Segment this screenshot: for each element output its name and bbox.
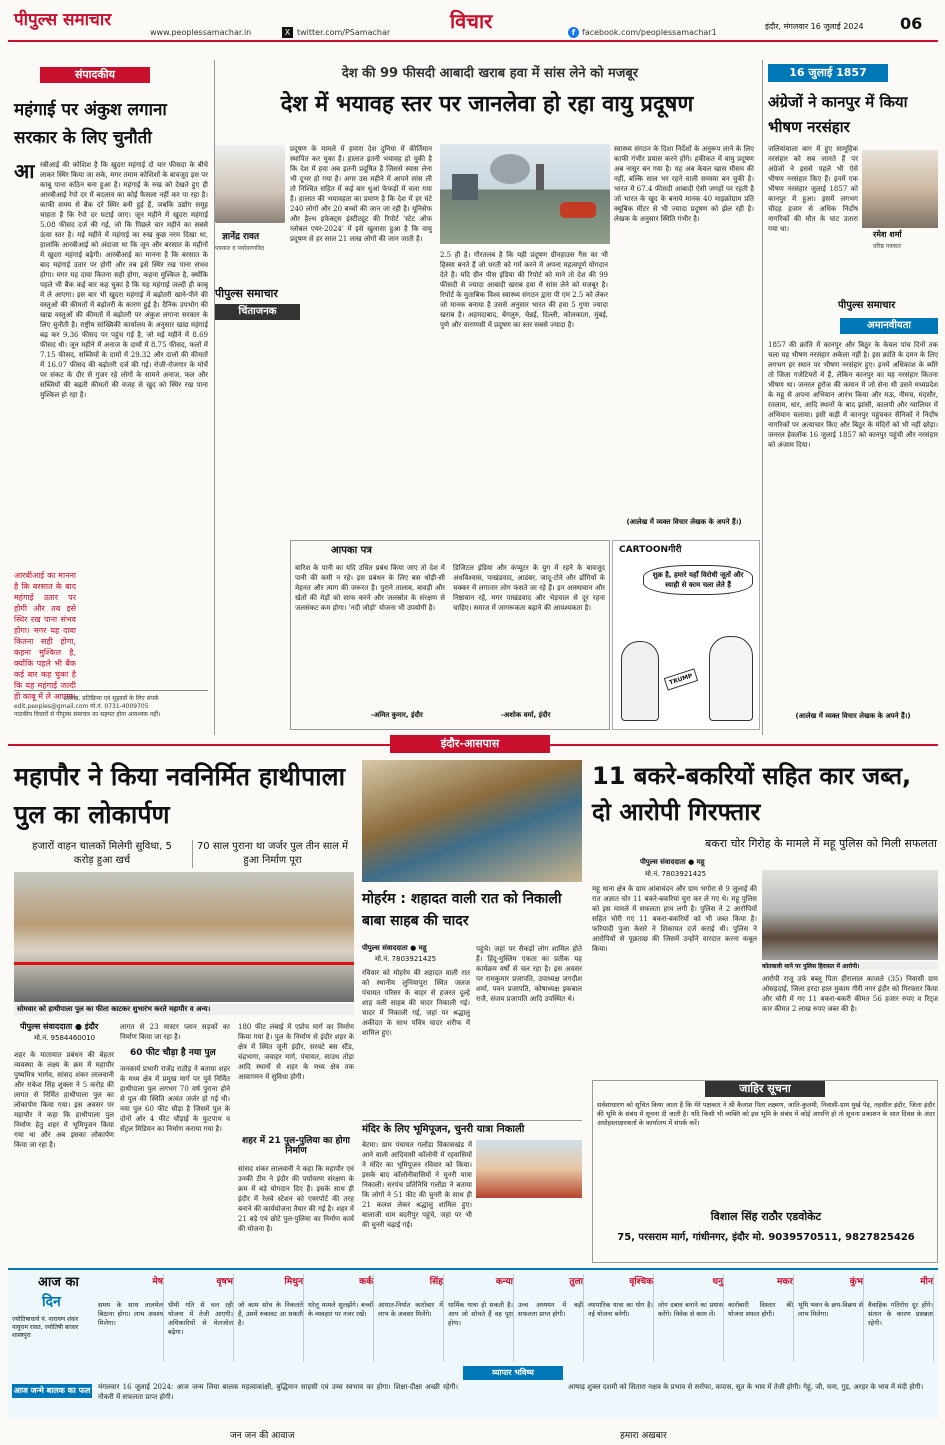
- horoscope-jyotish: ज्योतिषाचार्य पं. नारायण शंकर नायुराम रावत, ज्योतिषी बाजार शास्त्रपुरा: [12, 1316, 79, 1339]
- editorial-body: रबीआई की कोशिश है कि खुदरा महंगाई दो चार फीसदा के बीचे लाकर स्थिर किया जा सके, मगर तमाम कोशिशों के बावजूद इस पर काबू पाना कठिन बना हुआ है। महंगाई के रुख को देखते हुए ही आरबीआई रेपो दर में बदलाव का कोई फैसला नहीं कर पा रहा है। काफी समय से बैंक दरें स्थिर बनी हुई हैं, जबकि उद्योग समूह चाहता है कि रेपो दर घटाई जाए। जून महीने में खुदरा महंगाई 5.08 फीसद दर्ज की गई, जो कि पिछले चार महीने का सबसे ऊंचा स्तर है। मई महीने में महंगाई का रुख कुछ नरम दिखा था, हालांकि आरबीआई को अंदाजा था कि जून और बरसात के महीनों में खुदरा महंगाई बढ़ेगी। आरबीआई का मानना है कि बरसात के बाद महंगाई उतार पर होगी और तब इसे स्थिर रख पाना संभव होगा। मगर यह दावा कितना सही होगा, कहना मुश्किल है, क्योंकि पहले भी बैंक कई बार कह चुका है कि यह महंगाई जल्दी ही काबू में ले आएगा। इस बार भी खुदरा महंगाई में बढ़ोतरी खाने-पीने की वस्तुओं की कीमतों में बढ़ोतरी के कारण हुई है। दैनिक उपभोग की खाद्य वस्तुओं की कीमतों में बढ़ोतरी पर अंकुश लगाना सरकार के लिए चुनौती है। राष्ट्रीय सांख्यिकी कार्यालय के अनुसार खाद्य महंगाई बढ़ कर 9.36 फीसद पर पहुंच गई है, जो मई महीने में 8.69 फीसद थी। जून महीने में अनाज के दामों में 8.75 फीसद, फलों में 7.15 फीसद, सब्जियों के दामों में 29.32 और दालों की कीमतों में 16.07 फीसद की बढ़ोतरी दर्ज की गई। रोजी-रोजगार के मोर्चे पर संकट के दौर से गुजर रहे लोगों के सामने अनाज, फल और सब्जियों की बढ़ती कीमतों की वजह से खुद को स्थिर रख पाना मुश्किल हो रहा है।: [40, 161, 208, 399]
- goats-body2: आरोपी राजू उर्फ बब्लू पिता हीरालाल काजले (35) निवासी ग्राम ओसहदाई, जिला हरदा हाल मुकाम गीरी नगर इंदौर को गिरफ्तार किया और चोरी में गए 11 बकरा-बकरी कीमत 56 हजार रुपए व रिट्ज कार कीमत 2 लाख रुपए जब्त की है।: [762, 975, 938, 1013]
- horoscope-sign-name: वृश्चिक: [629, 1277, 653, 1287]
- aaj-janme-label: आज जन्मे बालक का फल: [12, 1384, 92, 1398]
- ad-address: 75, परसराम मार्ग, गांधीनगर, इंदौर मो. 9039570511, 9827825426: [617, 1232, 915, 1243]
- politician-right: [709, 636, 753, 721]
- lead-column-name: चिंताजनक: [215, 304, 300, 320]
- horoscope-aaj: आज का: [38, 1275, 79, 1290]
- muharram-photo: [362, 760, 582, 882]
- ad-title: जाहिर सूचना: [705, 1081, 825, 1097]
- horoscope-sign-name: धनु: [712, 1277, 723, 1287]
- facebook-link[interactable]: facebook.com/peoplessamachar1: [582, 28, 717, 37]
- bridge-mobile: मो.नं. 9584460010: [34, 1034, 96, 1042]
- horoscope-sign-text: उच्च अध्ययन में बड़ी सफलता प्राप्त होगी।: [518, 1301, 583, 1318]
- horoscope-sign-name: कुंभ: [849, 1277, 863, 1287]
- bridge-deck-2: 70 साल पुराना था जर्जर पुल तीन साल में हुआ निर्माण पूरा: [192, 840, 352, 868]
- horoscope-sign-name: मकर: [777, 1277, 793, 1287]
- ad-box: [592, 1080, 938, 1263]
- horoscope-sign: [658, 1274, 724, 1362]
- horoscope-sign-name: मीन: [920, 1277, 933, 1287]
- horoscope-din: दिन: [42, 1294, 61, 1310]
- editorial-footer-note: पाठकीय विचारों से पीपुल्स समाचार का सहमत होना आवश्यक नहीं।: [14, 711, 161, 718]
- history-column-brand: पीपुल्स समाचार: [838, 300, 896, 311]
- history-body-top: जलियांवाला बाग में हुए सामूहिक नरसंहार को सब जानते हैं पर अंग्रेजों ने इससे पहले भी ऐसे भीषण नरसंहार किए हैं। इनमें एक भीषण नरसंहार जुलाई 1857 को कानपुर में हुआ। इसमें लगभग चौदह हजार से अधिक निर्दोष नागरिकों की मौत के घाट उतारा गया था।: [768, 145, 858, 233]
- horoscope-sign-name: मिथुन: [284, 1277, 303, 1287]
- horoscope-sign-text: लोग दबाव बनाने का प्रयास करेंगे। विवेक से काम लें।: [658, 1301, 723, 1318]
- horoscope-panel: [8, 1268, 938, 1418]
- horoscope-sign: [518, 1274, 584, 1362]
- horoscope-sign-name: तुला: [569, 1277, 583, 1287]
- footer-right: हमारा अखबार: [620, 1431, 667, 1441]
- politician-left: [621, 641, 659, 721]
- muharram-col1: रविवार को मोहर्रम की शहादत वाली रात को स्थानीय लुनियापुरा स्थित जलज पंचायत परिसर के बाहर से हजरत दूल्हे शाह वली साहब की चादर निकाली गई। चादर में निकाली गई, जहां पर श्रद्धालु अकीदत के साथ पवित्र चादर शरीफ में शामिल हुए।: [362, 969, 470, 1037]
- horoscope-sign: [868, 1274, 934, 1362]
- horoscope-sign-text: जो काम सोच के निकलते हैं, उसमें रुकावट आ सकती है।: [238, 1301, 303, 1327]
- ad-name: विशाल सिंह राठौर एडवोकेट: [710, 1210, 822, 1223]
- horoscope-sign-text: वैवाहिक गतिरोध दूर होंगे। संतान के कारण प्रसन्नता रहेगी।: [868, 1301, 933, 1327]
- masthead: [0, 0, 945, 40]
- bridge-title: महापौर ने किया नवनिर्मित हाथीपाला पुल का लोकार्पण: [14, 762, 346, 829]
- vyapar-label: व्यापार भविष्य: [463, 1366, 563, 1380]
- letter-2: डिजिटल इंडिया और कंप्यूटर के युग में रहने के बावजूद अंधविश्वास, पाखंडवाद, आडंबर, जादू-टोने और ढोंगियों के चक्कर में लगातार लोग फंसते जा रहे हैं। इन आस्थावान और निष्ठावान रहें, मगर पाखंडवाद और भेड़चाल से दूर रहना चाहिए। समाज में जागरूकता बढ़ाने की आवश्यकता है।: [453, 564, 605, 612]
- letter-2-sign: -अशोक वर्मा, इंदौर: [501, 711, 551, 719]
- horoscope-sign: [378, 1274, 444, 1362]
- horoscope-sign: [98, 1274, 164, 1362]
- goats-deck: बकरा चोर गिरोह के मामले में महू पुलिस को मिली सफलता: [704, 837, 937, 850]
- facebook-icon: f: [568, 27, 579, 38]
- muharram-byline: पीपुल्स संवाददाता ● महू: [362, 944, 427, 952]
- horoscope-sign-name: सिंह: [429, 1277, 443, 1287]
- bridge-col1: शहर के यातायात प्रबंधन की बेहतर व्यवस्था के लक्ष्य के क्रम में महापौर पुष्यमित्र भार्गव, सांसद शंकर लालवानी और राकेश सिंह शुक्ला ने 5 करोड़ की लागत से निर्मित हाथीपाला पुल का लोकार्पण किया गया। इस अवसर पर महापौर ने कहा कि हाथीपाला पुल निर्माण हेतु शहर में भूमिपूजन किया गया था और अब इसका लोकार्पण किया जा रहा है।: [14, 1051, 114, 1149]
- bridge-col3b: सांसद शंकर लालवानी ने कहा कि महापौर एवं उनकी टीम ने इंदौर की पर्यावरण संरक्षण के क्रम में बड़े योगदान दिए हैं। इसके साथ ही इंदौर में रेलवे स्टेशन को एयरपोर्ट की तरह बनाने की कार्ययोजना तैयार की गई है। शहर में 21 बड़े एवं छोटे पुल-पुलिया का निर्माण कार्य की योजना है।: [238, 1165, 354, 1233]
- goats-photo: [762, 870, 938, 960]
- factory-icon: [452, 174, 478, 200]
- cartoon-box: [612, 540, 760, 730]
- editorial-footer-label: आलेख, प्रतिक्रिया एवं सुझावों के लिए संपर्क: [63, 695, 159, 702]
- bridge-deck-1: हजारों वाहन चालकों मिलेगी सुविधा, 5 करोड़ हुआ खर्च: [32, 841, 172, 866]
- history-date: 16 जुलाई 1857: [768, 64, 888, 82]
- page-number: 06: [900, 14, 923, 33]
- ad-body: सर्वसाधारण को सूचित किया जाता है कि मेरे पक्षकार ने श्री कैलाश पिता लक्ष्मण, जाति-कुलमी, निवासी-ग्राम मुर्ख पेड़, तहसील इंदौर, जिला इंदौर की भूमि के संबंध में सूचना दी जाती है। यदि किसी भी व्यक्ति को इस भूमि के संबंध में कोई आपत्ति हो तो सूचना प्रकाशन के सात दिवस के अंदर अधोहस्ताक्षरकर्ता के कार्यालय में संपर्क करें।: [597, 1101, 935, 1127]
- horoscope-sign: [168, 1274, 234, 1362]
- lead-col3: स्वास्थ्य संगठन के दिशा निर्देशों के अनुरूप लाने के लिए काफी गंभीर प्रयास करने होंगे। हकीकत में वायु प्रदूषण अब नासूर बन गया है। यह अब केवल खास मौसम की नहीं, बल्कि साल भर रहने वाली समस्या बन चुकी है। भारत में 67.4 फीसदी आबादी ऐसी जगहों पर रहती है जो भारत के खुद के बनाये मानक 40 माइक्रोग्राम प्रति क्यूबिक मीटर से भी ज्यादा प्रदूषण को झेल रही है। लेखक के अनुसार स्थिति गंभीर है।: [614, 145, 754, 223]
- editorial-footer: [14, 690, 208, 718]
- lead-col2: 2.5 ही है। गौरतलब है कि यही प्रदूषण ग्रीनहाउस गैस का भी हिस्सा बनते हैं जो धरती को गर्म करने में अपना महत्वपूर्ण योगदान देते हैं। यदि ग्रीन पीस इंडिया की रिपोर्ट को माने तो देश की 99 फीसदी से ज्यादा आबादी खराब हवा में सांस लेने को मजबूर है। रिपोर्ट के मुताबिक विश्व स्वास्थ्य संगठन द्वारा पी एम 2.5 को लेकर जो मानक बनाया है उससे अनुसार भारत की हवा 5 गुणा ज्यादा खराब है। अहमदाबाद, बेंगलुरु, चेन्नई, दिल्ली, कोलकाता, मुंबई, पुणे और वाराणसी में प्रदूषण का स्तर सबसे ज्यादा है।: [440, 251, 608, 329]
- lead-column-brand: पीपुल्स समाचार: [215, 287, 278, 300]
- temple-photo: [476, 1140, 582, 1198]
- smoke-icon: [490, 154, 530, 184]
- cartoon-bubble: शुक्र है, हमारे यहाँ विरोधी जूतों और स्याही से काम चला लेते हैं: [643, 565, 753, 595]
- history-column-name: अमानवीयता: [840, 318, 938, 334]
- chimney-icon: [536, 164, 544, 190]
- horoscope-sign: [798, 1274, 864, 1362]
- editorial-dropcap: आ: [14, 159, 35, 183]
- lead-title: देश में भयावह स्तर पर जानलेवा हो रहा वायु प्रदूषण: [280, 92, 694, 117]
- horoscope-sign-text: कारोबारी विस्तार की योजना सफल होगी।: [728, 1301, 793, 1318]
- muharram-mobile: मो.नं. 7803921425: [375, 955, 437, 963]
- editorial-label: संपादकीय: [40, 67, 150, 83]
- editorial-footer-email[interactable]: edit.peoples@gmail.com मो.नं. 0731-4009705: [14, 703, 149, 710]
- pollution-illustration: [440, 144, 610, 244]
- letter-1-sign: -अमित कुमार, इंदौर: [371, 711, 423, 719]
- letters-box: [290, 540, 610, 730]
- letters-title: आपका पत्र: [331, 545, 372, 556]
- horoscope-sign-name: मेष: [152, 1277, 163, 1287]
- ribbon: [14, 962, 354, 965]
- horoscope-sign-text: आयात-निर्यात कारोबार में लाभ के अवसर मिलेंगे।: [378, 1301, 443, 1318]
- column-rule-right: [762, 60, 763, 735]
- horoscope-sign-text: धीमी गति से चल रही योजना में तेजी आएगी। अधिकारियों से मेलजोल बढ़ेगा।: [168, 1301, 233, 1336]
- x-icon: X: [282, 27, 293, 38]
- goats-title: 11 बकरे-बकरियों सहित कार जब्त, दो आरोपी गिरफ्तार: [592, 762, 912, 826]
- lead-kicker: देश की 99 फीसदी आबादी खराब हवा में सांस लेने को मजबूर: [341, 66, 639, 81]
- lead-author-role: पत्रकार व पर्यावरणविद: [215, 245, 265, 252]
- goats-byline: पीपुल्स संवाददाता ● महू: [640, 858, 705, 866]
- bridge-col3-head: शहर में 21 पुल-पुलिया का होगा निर्माण: [242, 1136, 350, 1157]
- temple-body: बेटमा। ग्राम पंचायत गलोंडा विकासखंड में आने वाली आदिवासी कॉलोनी में रहवासियों ने मंदिर का भूमिपूजन रविवार को किया। इसके बाद कॉलोनीवासियों ने चुनरी यात्रा निकाली। सरपंच प्रतिनिधि गलोंडा ने बताया कि लोगों ने 51 फीट की चुनरी के साथ ही 21 कलश लेकर श्रद्धालु शामिल हुए। बालाजी धाम बदरीपुर पहुंचे, जहां पर भी की चुनरी चढ़ाई गई।: [362, 1141, 472, 1229]
- horoscope-sign: [448, 1274, 514, 1362]
- dateline: इंदौर, मंगलवार 16 जुलाई 2024: [765, 22, 864, 31]
- cartoon-title: CARTOONगीरी: [619, 545, 682, 555]
- muharram-title: मोहर्रम : शहादत वाली रात को निकाली बाबा साहब की चादर: [362, 891, 562, 929]
- horoscope-sign-name: वृषभ: [216, 1277, 233, 1287]
- goats-caption: कोतवाली थाने पर पुलिस हिरासत में आरोपी।: [762, 962, 938, 970]
- history-title: अंग्रेजों ने कानपुर में किया भीषण नरसंहार: [768, 93, 908, 136]
- history-author-role: वरिष्ठ पत्रकार: [873, 243, 902, 250]
- lead-author-name: ज्ञानेंद्र रावत: [222, 232, 260, 242]
- bridge-col3-body: 180 फीट लंबाई में एप्रोच मार्ग का निर्माण किया गया है। पुल के निर्माण से इंदौर शहर के क्षेत्र में स्थित जूनी इंदौर, सरवटे बस स्टैंड, चंद्रभागा, जवाहर मार्ग, पंचायत, साउथ तोड़ा आदि स्थानों से शहर के मध्य क्षेत्र तक आवागमन में सुविधा होगी।: [238, 1023, 354, 1081]
- section2-label: इंदौर-आसपास: [390, 735, 550, 753]
- bridge-col2b: जनकार्य प्रभारी राजेंद्र राठौड़ ने बताया शहर के मध्य क्षेत्र में प्रमुख मार्ग पर पूर्व निर्मित हाथीपाला पुल लगभग 70 वर्ष पुराना होने से पुल की स्थिति अत्यंत जर्जर हो गई थी। नया पुल 60 फीट चौड़ा है जिसमें पुल के दोनों ओर 4 फीट चौड़ाई के फुटपाथ व सेंट्रल मिडियन का निर्माण कराया गया है।: [120, 1065, 230, 1133]
- horoscope-sign: [728, 1274, 794, 1362]
- lead-col1: प्रदूषण के मामले में हमारा देश दुनिया में कीर्तिमान स्थापित कर चुका है। हालात इतनी भयावह हो चुकी है कि देश में हवा अब इतनी प्रदूषित है जिससे स्वास लेना भी दूभर हो गया है। अगर उस महीने में आपने सांस ली तो निश्चित सहित में कई बार धुआं फेफड़ों में चला गया है। हालात की भयावहता का प्रमाण है कि देश में हर घंटे 240 लोगों और 20 बच्चों की जान जा रही है। यूनिसेफ और हैल्थ इफेक्ट्स इंस्टीट्यूट की रिपोर्ट 'स्टेट ऑफ ग्लोबल एयर-2024' में इसे खुलासा हुआ है कि वायु प्रदूषण से हर साल 21 लाख लोगों की जान जाती है।: [290, 145, 432, 243]
- letter-1: बारिश के पानी का यदि उचित प्रबंध किया जाए तो देश में पानी की कमी न रहे। इस प्रबंधन के लिए बस थोड़ी-सी मेहनत और त्याग की जरूरत है। पुराने तालाब, बावड़ी और खेतों की मेड़ों को साफ करने और जलस्रोत के संरक्षण से जलसंकट कम होगा। 'नदी जोड़ो' योजना भी उपयोगी है।: [295, 564, 445, 612]
- history-body: 1857 की क्रांति में कानपुर और बिठूर के केवल पांच दिनों तक चला यह भीषण नरसंहार अकेला नहीं है। इस क्रांति के दमन के लिए लगभग हर स्थान पर भीषण नरसंहार हुए। इनमें अधिकांश के ब्यौरे तो जिला गजेटियरों में हैं, लेकिन कानपुर का यह नरसंहार कितना भीषण था। जनरल हूरोज की कमान में जो सेना थी उसने मध्यप्रदेश के महू से अपना अभियान आरंभ किया और मऊ, नीमच, मंदसौर, रतलाम, धार, आदि स्थानों के बाद झांसी, कालपी और ग्वालियर में अभियान चलाया। इसी कड़ी में कानपुर पहुंचकर सैनिकों ने निर्दोष नागरिकों पर अत्याचार किए और बिठूर के मंदिरों को भी नहीं छोड़ा। जनरल हेवलॉक 16 जुलाई 1857 को कानपुर पहुंची और नरसंहार को अंजाम दिया।: [768, 341, 938, 449]
- twitter-link[interactable]: twitter.com/PSamachar: [297, 28, 391, 37]
- temple-title: मंदिर के लिए भूमिपूजन, चुनरी यात्रा निकाली: [362, 1120, 582, 1136]
- horoscope-sign: [588, 1274, 654, 1362]
- horoscope-sign-text: धार्मिक यात्रा हो सकती है। आप जो सोचते हैं वह पूरा होगा।: [448, 1301, 513, 1327]
- bridge-caption: सोमवार को हाथीपाला पुल का फीता काटकर शुभारंभ करते महापौर व अन्य।: [14, 1004, 354, 1015]
- cartoon-sign: TRUMP: [664, 668, 698, 690]
- masthead-rule: [8, 40, 938, 42]
- horoscope-sign-text: भूमि भवन के क्रय-विक्रय से लाभ मिलेगा।: [798, 1301, 863, 1318]
- aaj-janme-text: मंगलवार 16 जुलाई 2024: आज जन्म लिया बालक महत्वाकांक्षी, बुद्धिमान साहसी एवं उच्च स्वभाव का होगा। शिक्षा-दीक्षा अच्छी रहेगी। नौकरी में सफलता प्राप्त होगी।: [98, 1383, 458, 1401]
- horoscope-sign-text: व्यापारिक यात्रा का योग है। नई योजना बनेगी।: [588, 1301, 653, 1318]
- vyapar-text: आषाढ़ शुक्ल दशमी को सितारा नक्षत्र के प्रभाव से सर्राफा, कपास, सूत के भाव में तेजी होगी। गेहूं, जौ, चना, गुड़, अरहर के भाव में मंदी होगी।: [568, 1383, 924, 1391]
- author-photo: [215, 145, 285, 223]
- logo: पीपुल्स समाचार: [14, 10, 112, 30]
- history-note: (आलेख में व्यक्त विचार लेखक के अपने हैं।): [795, 712, 911, 720]
- lead-note: (आलेख में व्यक्त विचार लेखक के अपने हैं।): [626, 518, 742, 526]
- horoscope-sign-name: कन्या: [495, 1277, 513, 1287]
- goats-mobile: मो.नं. 7803921425: [645, 870, 707, 878]
- section-title: विचार: [450, 9, 493, 33]
- editorial-pullquote: आरबीआई का मानना है कि बरसात के बाद महंगाई उतार पर होगी और तब इसे स्थिर रख पाना संभव होगा। मगर यह दावा कितना सही होगा, कहना मुश्किल है, क्योंकि पहले भी बैंक कई बार कह चुका है कि यह महंगाई जल्दी ही काबू में ले आएगा।: [14, 571, 76, 701]
- horoscope-sign-text: घरेलू मामले सुलझेंगे। बच्चों के व्यवहार पर नजर रखें।: [308, 1301, 373, 1318]
- car-icon: [560, 202, 596, 218]
- history-author-name: रमेश शर्मा: [873, 230, 902, 239]
- editorial-title: महंगाई पर अंकुश लगाना सरकार के लिए चुनौती: [14, 100, 167, 148]
- bridge-col2-head: 60 फीट चौड़ा है नया पुल: [130, 1048, 216, 1058]
- website-link[interactable]: www.peoplessamachar.in: [150, 28, 252, 37]
- goats-body: महू थाना क्षेत्र के ग्राम आंबाचंदन और ग्राम भगोरा से 9 जुलाई की रात अज्ञात चोर 11 बकरे-बकरियां चुरा कर ले गए थे। महू पुलिस को इस मामले में सफलता हाथ लगी है। पुलिस ने 2 आरोपियों सहित चोरी गए 11 बकरा-बकरियों को भी जब्त किया है। फरियादी पुजा केसरे ने शिकायत दर्ज कराई थी। पुलिस ने आरोपियों से पूछताछ की जिसमें उन्होंने वारदात करना कबूल किया।: [592, 885, 757, 953]
- horoscope-sign-text: समय के साथ तालमेल बिठाना होगा। लाभ अवश्य मिलेगा।: [98, 1301, 163, 1327]
- horoscope-sign-name: कर्क: [359, 1277, 373, 1287]
- bridge-col2: लागत से 23 मास्टर प्लान सड़कों का निर्माण किया जा रहा है।: [120, 1023, 230, 1041]
- history-author-photo: [862, 150, 938, 228]
- footer-left: जन जन की आवाज: [230, 1431, 295, 1441]
- bridge-byline: पीपुल्स संवाददाता ● इंदौर: [20, 1022, 99, 1031]
- muharram-col2: पहुंचे। जहां पर सैकड़ों लोग शामिल होते हैं। हिंदू-मुस्लिम एकता का प्रतीक यह कार्यक्रम वर्षों से चल रहा है। इस अवसर पर रामकुमार प्रजापति, उपाध्यक्ष जगदीश शर्मा, पवन प्रजापति, कोषाध्यक्ष इकबाल राजै, संजय प्रजापति आदि उपस्थित थे।: [476, 945, 582, 1003]
- bridge-photo: [14, 872, 354, 1002]
